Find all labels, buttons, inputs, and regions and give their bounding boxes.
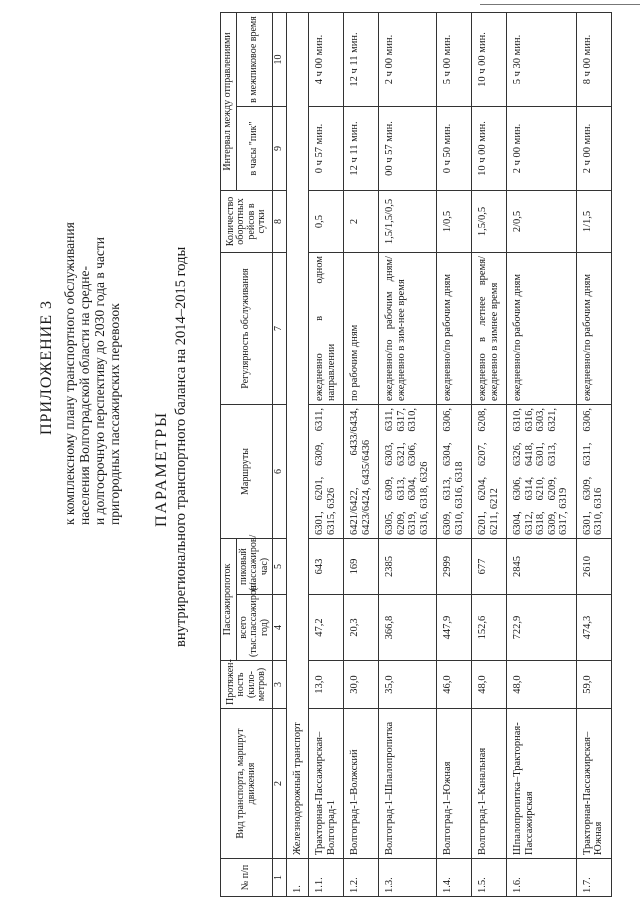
- col-header-flow: Пассажиропоток: [221, 539, 237, 661]
- intro-line: пригородных пассажирских перевозок: [107, 303, 122, 525]
- cell-flow-peak: 2610: [576, 539, 611, 595]
- cell-interval-offpeak: 10 ч 00 мин.: [472, 13, 507, 107]
- cell-trips: 1/0,5: [437, 191, 472, 253]
- column-number: 1: [273, 859, 287, 897]
- cell-length: 35,0: [379, 661, 437, 709]
- appendix-intro: [62, 35, 122, 525]
- cell-flow-total: 474,3: [576, 595, 611, 661]
- cell-trips: 2: [344, 191, 379, 253]
- cell-regularity: по рабочим дням: [344, 253, 379, 405]
- cell-routes: 6305, 6309, 6303, 6311, 6209, 6313, 6321, 6317, 6319, 6304, 6306, 6310, 6316, 6318, 6326: [379, 405, 437, 539]
- cell-routes: 6421/6422, 6433/6434, 6423/6424, 6435/6436: [344, 405, 379, 539]
- cell-routes: 6301, 6201, 6309, 6311, 6315, 6326: [309, 405, 344, 539]
- cell-length: 30,0: [344, 661, 379, 709]
- cell-regularity: ежедневно/по рабочим дням: [437, 253, 472, 405]
- cell-flow-total: 447,9: [437, 595, 472, 661]
- col-header-interval-peak: в часы "пик": [236, 107, 273, 191]
- cell-routes: 6304, 6306, 6326, 6310, 6312, 6314, 6418, 6316, 6318, 6210, 6301, 6303, 6309, 6209, 6313, 6321, 6317, 6319: [507, 405, 577, 539]
- table-row: [576, 13, 611, 897]
- intro-line: и долгосрочную перспективу до 2030 года в части: [92, 237, 107, 525]
- section-num: 1.: [286, 859, 309, 897]
- col-header-num: № п/п: [221, 859, 273, 897]
- column-number: 9: [273, 107, 287, 191]
- cell-flow-peak: 169: [344, 539, 379, 595]
- cell-num: 1.7.: [576, 859, 611, 897]
- table-row: [344, 13, 379, 897]
- cell-length: 13,0: [309, 661, 344, 709]
- cell-regularity: ежедневно/по рабочим дням: [507, 253, 577, 405]
- table-row: [437, 13, 472, 897]
- cell-num: 1.6.: [507, 859, 577, 897]
- cell-num: 1.3.: [379, 859, 437, 897]
- cell-interval-peak: 0 ч 50 мин.: [437, 107, 472, 191]
- cell-regularity: ежедневно/по рабочим дням: [576, 253, 611, 405]
- cell-interval-peak: 10 ч 00 мин.: [472, 107, 507, 191]
- cell-interval-peak: 0 ч 57 мин.: [309, 107, 344, 191]
- col-header-flow-total: всего (тыс.пассажиров/ год): [236, 595, 273, 661]
- cell-interval-peak: 2 ч 00 мин.: [576, 107, 611, 191]
- appendix-label: ПРИЛОЖЕНИЕ 3: [38, 299, 55, 435]
- cell-num: 1.1.: [309, 859, 344, 897]
- cell-interval-peak: 2 ч 00 мин.: [507, 107, 577, 191]
- cell-flow-total: 20,3: [344, 595, 379, 661]
- col-header-interval: Интервал между отправлениями: [221, 13, 237, 191]
- cell-flow-total: 47,2: [309, 595, 344, 661]
- cell-interval-peak: 00 ч 57 мин.: [379, 107, 437, 191]
- cell-route: Волгоград-1–Канальная: [472, 709, 507, 859]
- cell-routes: 6309, 6313, 6304, 6306, 6310, 6316, 6318: [437, 405, 472, 539]
- column-number: 4: [273, 595, 287, 661]
- cell-routes: 6301, 6309, 6311, 6306, 6310, 6316: [576, 405, 611, 539]
- cell-flow-peak: 677: [472, 539, 507, 595]
- cell-interval-offpeak: 12 ч 11 мин.: [344, 13, 379, 107]
- section-label: Железнодорожный транспорт: [286, 13, 309, 859]
- cell-interval-offpeak: 5 ч 00 мин.: [437, 13, 472, 107]
- table-row: [507, 13, 577, 897]
- column-number: 5: [273, 539, 287, 595]
- column-number-row: [273, 13, 287, 897]
- header-row: [221, 13, 237, 897]
- cell-route: Волгоград-1–Волжский: [344, 709, 379, 859]
- cell-trips: 0,5: [309, 191, 344, 253]
- cell-regularity: ежедневно/по рабочим дням/ежедневно в зим-нее время: [379, 253, 437, 405]
- cell-flow-peak: 643: [309, 539, 344, 595]
- cell-flow-total: 722,9: [507, 595, 577, 661]
- cell-flow-peak: 2999: [437, 539, 472, 595]
- cell-flow-total: 366,8: [379, 595, 437, 661]
- table-row: [309, 13, 344, 897]
- cell-trips: 2/0,5: [507, 191, 577, 253]
- parameters-table: [220, 12, 612, 897]
- col-header-interval-offpeak: в межпиковое время: [236, 13, 273, 107]
- cell-routes: 6201, 6204, 6207, 6208, 6211, 6212: [472, 405, 507, 539]
- cell-route: Шпалопропитка–Тракторная-Пассажирская: [507, 709, 577, 859]
- cell-num: 1.2.: [344, 859, 379, 897]
- cell-length: 48,0: [507, 661, 577, 709]
- cell-route: Волгоград-1–Шпалопропитка: [379, 709, 437, 859]
- col-header-routes: Маршруты: [221, 405, 273, 539]
- column-number: 7: [273, 253, 287, 405]
- column-number: 2: [273, 709, 287, 859]
- intro-line: к комплексному плану транспортного обслуживания: [62, 222, 77, 525]
- cell-trips: 1,5/1,5/0,5: [379, 191, 437, 253]
- col-header-length: Протяжен- ность (кило- метров): [221, 661, 273, 709]
- intro-line: населения Волгоградской области на средне-: [77, 266, 92, 525]
- cell-length: 59,0: [576, 661, 611, 709]
- col-header-route: Вид транспорта, маршрут движения: [221, 709, 273, 859]
- column-number: 10: [273, 13, 287, 107]
- cell-num: 1.5.: [472, 859, 507, 897]
- cell-trips: 1,5/0,5: [472, 191, 507, 253]
- cell-flow-peak: 2845: [507, 539, 577, 595]
- cell-regularity: ежедневно в летнее время/ежедневно в зимнее время: [472, 253, 507, 405]
- cell-num: 1.4.: [437, 859, 472, 897]
- cell-interval-offpeak: 2 ч 00 мин.: [379, 13, 437, 107]
- col-header-flow-peak: пиковый (пассажиров/ час): [236, 539, 273, 595]
- col-header-trips: Количество оборотных рейсов в сутки: [221, 191, 273, 253]
- table-row: [379, 13, 437, 897]
- cell-interval-offpeak: 5 ч 30 мин.: [507, 13, 577, 107]
- document-subtitle: внутрирегионального транспортного баланса на 2014–2015 годы: [173, 246, 189, 647]
- column-number: 3: [273, 661, 287, 709]
- cell-route: Тракторная-Пассажирская– Волгоград-1: [309, 709, 344, 859]
- cell-trips: 1/1,5: [576, 191, 611, 253]
- cell-route: Волгоград-1–Южная: [437, 709, 472, 859]
- cell-regularity: ежедневно в одном направлении: [309, 253, 344, 405]
- cell-length: 46,0: [437, 661, 472, 709]
- section-row: [286, 13, 309, 897]
- cell-flow-peak: 2385: [379, 539, 437, 595]
- cell-flow-total: 152,6: [472, 595, 507, 661]
- col-header-regularity: Регулярность обслуживания: [221, 253, 273, 405]
- cell-interval-peak: 12 ч 11 мин.: [344, 107, 379, 191]
- cell-interval-offpeak: 4 ч 00 мин.: [309, 13, 344, 107]
- column-number: 8: [273, 191, 287, 253]
- column-number: 6: [273, 405, 287, 539]
- cell-interval-offpeak: 8 ч 00 мин.: [576, 13, 611, 107]
- cell-length: 48,0: [472, 661, 507, 709]
- cell-route: Тракторная-Пассажирская– Южная: [576, 709, 611, 859]
- table-row: [472, 13, 507, 897]
- document-title: ПАРАМЕТРЫ: [153, 410, 170, 527]
